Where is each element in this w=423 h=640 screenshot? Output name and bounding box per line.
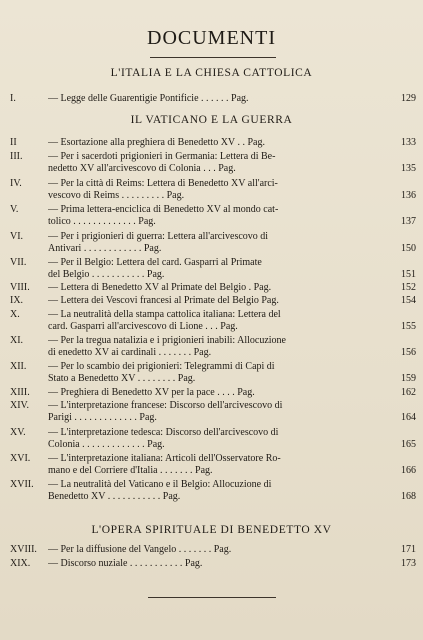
entry-title bbox=[48, 427, 383, 450]
section-heading: L'OPERA SPIRITUALE DI BENEDETTO XV bbox=[91, 524, 332, 536]
toc-entry bbox=[10, 231, 415, 255]
entry-title bbox=[48, 387, 383, 399]
section-heading: IL VATICANO E LA GUERRA bbox=[130, 114, 293, 126]
entry-number: XVIII. bbox=[10, 544, 37, 555]
page-number: 133 bbox=[401, 137, 416, 148]
entry-title bbox=[48, 137, 383, 149]
entry-line: — L'interpretazione italiana: Articoli dell'Osservatore Ro- bbox=[48, 453, 281, 464]
entry-title bbox=[48, 282, 383, 294]
toc-entry bbox=[10, 137, 415, 149]
toc-entry bbox=[10, 178, 415, 202]
page-number: 173 bbox=[401, 558, 416, 569]
bottom-rule bbox=[148, 597, 276, 598]
entry-number: XII. bbox=[10, 361, 27, 372]
toc-entry bbox=[10, 453, 415, 477]
entry-line: — Per i prigionieri di guerra: Lettera all'arcivescovo di bbox=[48, 231, 269, 242]
entry-line: — Esortazione alla preghiera di Benedetto XV . . Pag. bbox=[48, 137, 265, 148]
entry-line: — Discorso nuziale . . . . . . . . . . . Pag. bbox=[48, 558, 203, 569]
toc-entry bbox=[10, 204, 415, 228]
page-number: 137 bbox=[401, 215, 416, 227]
page-number: 129 bbox=[401, 93, 416, 104]
entry-line: — L'interpretazione tedesca: Discorso dell'arcivescovo di bbox=[48, 427, 279, 438]
entry-title bbox=[48, 544, 383, 556]
toc-entry bbox=[10, 387, 415, 399]
entry-line: — Per la città di Reims: Lettera di Benedetto XV all'arci- bbox=[48, 178, 278, 189]
page-number: 159 bbox=[401, 372, 416, 384]
entry-line: di enedetto XV ai cardinali . . . . . . . Pag. bbox=[48, 346, 212, 358]
section-heading: L'ITALIA E LA CHIESA CATTOLICA bbox=[110, 67, 313, 79]
entry-line: Stato a Benedetto XV . . . . . . . . Pag. bbox=[48, 372, 196, 384]
entry-line: — Per la diffusione del Vangelo . . . . . . . Pag. bbox=[48, 544, 232, 555]
toc-entry bbox=[10, 558, 415, 570]
entry-line: mano e del Corriere d'Italia . . . . . . . Pag. bbox=[48, 464, 213, 476]
toc-entry bbox=[10, 282, 415, 294]
entry-number: VIII. bbox=[10, 282, 30, 293]
entry-title bbox=[48, 93, 383, 105]
entry-title bbox=[48, 231, 383, 254]
entry-line: card. Gasparri all'arcivescovo di Lione . . . Pag. bbox=[48, 320, 238, 332]
entry-line: Parigi . . . . . . . . . . . . . Pag. bbox=[48, 411, 157, 423]
entry-title bbox=[48, 309, 383, 332]
page-number: 136 bbox=[401, 189, 416, 201]
toc-entry bbox=[10, 151, 415, 175]
entry-number: XIX. bbox=[10, 558, 31, 569]
entry-line: nedetto XV all'arcivescovo di Colonia . . . Pag. bbox=[48, 162, 236, 174]
entry-line: — Per la tregua natalizia e i prigionieri inabili: Allocuzione bbox=[48, 335, 286, 346]
entry-number: XIII. bbox=[10, 387, 30, 398]
toc-entry bbox=[10, 335, 415, 359]
page-number: 150 bbox=[401, 242, 416, 254]
entry-title bbox=[48, 204, 383, 227]
entry-number: XVII. bbox=[10, 479, 34, 490]
entry-line: del Belgio . . . . . . . . . . . Pag. bbox=[48, 268, 165, 280]
entry-number: II bbox=[10, 137, 17, 148]
entry-title bbox=[48, 151, 383, 174]
entry-line: vescovo di Reims . . . . . . . . . Pag. bbox=[48, 189, 185, 201]
entry-number: X. bbox=[10, 309, 20, 320]
entry-number: XVI. bbox=[10, 453, 31, 464]
entry-title bbox=[48, 178, 383, 201]
entry-number: III. bbox=[10, 151, 23, 162]
toc-entry bbox=[10, 93, 415, 105]
toc-entry bbox=[10, 427, 415, 451]
page-number: 171 bbox=[401, 544, 416, 555]
entry-number: VI. bbox=[10, 231, 24, 242]
entry-number: IV. bbox=[10, 178, 22, 189]
entry-line: — Per i sacerdoti prigionieri in Germania: Lettera di Be- bbox=[48, 151, 276, 162]
toc-entry bbox=[10, 400, 415, 424]
toc-entry bbox=[10, 544, 415, 556]
entry-line: — L'interpretazione francese: Discorso dell'arcivescovo di bbox=[48, 400, 283, 411]
toc-entry bbox=[10, 257, 415, 281]
entry-title bbox=[48, 257, 383, 280]
page-number: 135 bbox=[401, 162, 416, 174]
toc-entry bbox=[10, 295, 415, 307]
page-number: 165 bbox=[401, 438, 416, 450]
entry-title bbox=[48, 361, 383, 384]
entry-title bbox=[48, 479, 383, 502]
entry-line: — Preghiera di Benedetto XV per la pace . . . . Pag. bbox=[48, 387, 255, 398]
entry-title bbox=[48, 400, 383, 423]
page-number: 168 bbox=[401, 490, 416, 502]
entry-line: — Legge delle Guarentigie Pontificie . . . . . . Pag. bbox=[48, 93, 249, 104]
entry-line: — Per lo scambio dei prigionieri: Telegrammi di Capi di bbox=[48, 361, 275, 372]
entry-number: XIV. bbox=[10, 400, 29, 411]
entry-title bbox=[48, 453, 383, 476]
entry-number: V. bbox=[10, 204, 19, 215]
entry-number: XV. bbox=[10, 427, 26, 438]
entry-number: VII. bbox=[10, 257, 27, 268]
page-number: 162 bbox=[401, 387, 416, 398]
entry-line: Colonia . . . . . . . . . . . . . Pag. bbox=[48, 438, 165, 450]
toc-entry bbox=[10, 479, 415, 503]
page-number: 156 bbox=[401, 346, 416, 358]
page-number: 155 bbox=[401, 320, 416, 332]
page-number: 152 bbox=[401, 282, 416, 293]
toc-entry bbox=[10, 309, 415, 333]
entry-title bbox=[48, 335, 383, 358]
entry-line: Antivari . . . . . . . . . . . . Pag. bbox=[48, 242, 162, 254]
entry-title bbox=[48, 295, 383, 307]
entry-number: I. bbox=[10, 93, 16, 104]
entry-line: tolico . . . . . . . . . . . . . Pag. bbox=[48, 215, 156, 227]
page-number: 164 bbox=[401, 411, 416, 423]
page-number: 154 bbox=[401, 295, 416, 306]
toc-entry bbox=[10, 361, 415, 385]
entry-line: — Lettera di Benedetto XV al Primate del Belgio . Pag. bbox=[48, 282, 272, 293]
page-number: 166 bbox=[401, 464, 416, 476]
entry-line: — Lettera dei Vescovi francesi al Primate del Belgio Pag. bbox=[48, 295, 279, 306]
entry-title bbox=[48, 558, 383, 570]
entry-number: XI. bbox=[10, 335, 24, 346]
page-number: 151 bbox=[401, 268, 416, 280]
entry-number: IX. bbox=[10, 295, 24, 306]
entry-line: — La neutralità della stampa cattolica italiana: Lettera del bbox=[48, 309, 281, 320]
page-title: DOCUMENTI bbox=[147, 27, 276, 49]
title-rule bbox=[150, 57, 276, 58]
entry-line: — Prima lettera-enciclica di Benedetto XV al mondo cat- bbox=[48, 204, 279, 215]
entry-line: Benedetto XV . . . . . . . . . . . Pag. bbox=[48, 490, 181, 502]
entry-line: — La neutralità del Vaticano e il Belgio: Allocuzione di bbox=[48, 479, 272, 490]
entry-line: — Per il Belgio: Lettera del card. Gasparri al Primate bbox=[48, 257, 262, 268]
